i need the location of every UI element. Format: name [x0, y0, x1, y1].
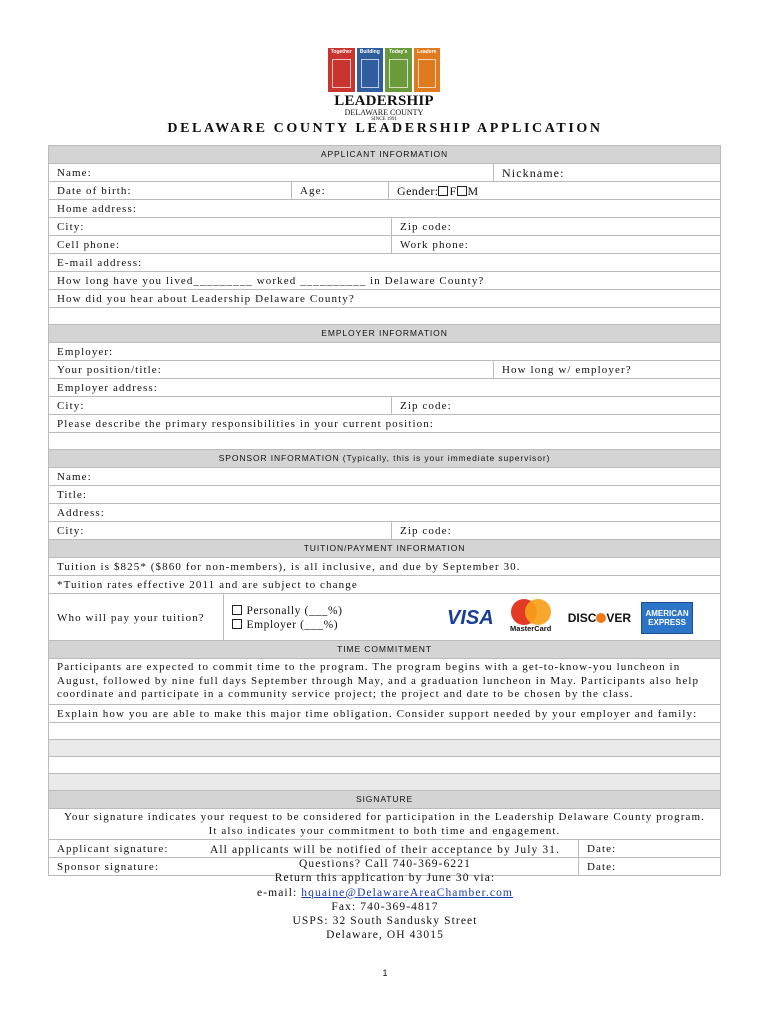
responsibilities-field[interactable]: Please describe the primary responsibilities in your current position:	[57, 418, 434, 430]
fax-text: Fax: 740-369-4817	[331, 900, 439, 913]
notification-text: All applicants will be notified of their acceptance by July 31.	[209, 844, 560, 856]
answer-line[interactable]	[48, 757, 721, 774]
sponsor-zip-field[interactable]: Zip code:	[391, 522, 720, 539]
time-commitment-header: TIME COMMITMENT	[48, 641, 721, 659]
sponsor-title-field[interactable]: Title:	[57, 489, 88, 501]
application-form	[48, 145, 721, 876]
sponsor-city-field[interactable]: City:	[57, 525, 85, 537]
logo-brand: LEADERSHIP	[334, 93, 434, 109]
position-title-field[interactable]: Your position/title:	[57, 364, 162, 376]
sponsor-signature-field[interactable]: Sponsor signature:	[57, 860, 159, 873]
blank-row	[48, 308, 721, 325]
employer-address-field[interactable]: Employer address:	[57, 382, 158, 394]
visa-logo: VISA	[447, 606, 494, 629]
pay-employer-option[interactable]: Employer (___%)	[232, 618, 415, 632]
time-obligation-field[interactable]: Explain how you are able to make this major time obligation. Consider support needed by your employer and family:	[57, 707, 698, 720]
payment-row	[48, 594, 721, 641]
employer-header: EMPLOYER INFORMATION	[48, 325, 721, 343]
logo-tile-todays: Today's	[385, 48, 412, 92]
pay-personally-option[interactable]: Personally (___%)	[232, 604, 415, 618]
gender-field: Gender: F M	[388, 182, 720, 199]
applicant-zip-field[interactable]: Zip code:	[391, 218, 720, 235]
years-with-employer-field[interactable]: How long w/ employer?	[493, 361, 720, 378]
tuition-header: TUITION/PAYMENT INFORMATION	[48, 540, 721, 558]
logo-since: SINCE 1991	[371, 117, 397, 122]
sponsor-header: SPONSOR INFORMATION (Typically, this is your immediate supervisor)	[48, 450, 721, 468]
nickname-field[interactable]: Nickname:	[493, 164, 720, 181]
answer-line[interactable]	[48, 723, 721, 740]
applicant-signature-field[interactable]: Applicant signature:	[57, 842, 169, 855]
pay-employer-checkbox[interactable]	[232, 619, 242, 629]
logo-subtitle: DELAWARE COUNTY	[344, 108, 424, 117]
employer-field[interactable]: Employer:	[57, 346, 114, 358]
discover-logo: DISC VER	[567, 610, 632, 625]
applicant-name-field[interactable]: Name:	[57, 167, 92, 179]
logo-tile-together: Together	[328, 48, 355, 92]
sponsor-address-field[interactable]: Address:	[57, 507, 105, 519]
blank-row	[48, 433, 721, 450]
applicant-name-row	[48, 164, 721, 182]
city-text: Delaware, OH 43015	[326, 929, 444, 942]
contact-email-link[interactable]: hquaine@DelawareAreaChamber.com	[301, 886, 513, 899]
employer-city-field[interactable]: City:	[57, 400, 85, 412]
home-address-field[interactable]: Home address:	[57, 203, 137, 215]
logo-tile-building: Building	[357, 48, 384, 92]
dob-field[interactable]: Date of birth:	[57, 185, 132, 197]
return-text: Return this application by June 30 via:	[274, 872, 496, 885]
leadership-logo	[328, 48, 440, 122]
gender-m-checkbox[interactable]	[457, 186, 467, 196]
usps-text: USPS: 32 South Sandusky Street	[292, 915, 478, 928]
signature-statement: Your signature indicates your request to be considered for participation in the Leadership Delaware County program. It also indicates your commitment to both time and engagement.	[63, 810, 705, 837]
sponsor-name-field[interactable]: Name:	[57, 471, 92, 483]
who-pays-label: Who will pay your tuition?	[57, 611, 205, 624]
work-phone-field[interactable]: Work phone:	[391, 236, 720, 253]
pay-personally-checkbox[interactable]	[232, 605, 242, 615]
applicant-city-field[interactable]: City:	[57, 221, 85, 233]
age-field[interactable]: Age:	[291, 182, 388, 199]
answer-line[interactable]	[48, 740, 721, 757]
document-title: DELAWARE COUNTY LEADERSHIP APPLICATION	[167, 121, 603, 136]
years-in-county-field[interactable]: How long have you lived_________ worked __________ in Delaware County?	[57, 275, 485, 287]
submission-instructions	[0, 843, 770, 942]
gender-f-checkbox[interactable]	[438, 186, 448, 196]
employer-zip-field[interactable]: Zip code:	[391, 397, 720, 414]
tuition-rates-note: *Tuition rates effective 2011 and are subject to change	[57, 579, 358, 591]
tuition-amount-text: Tuition is $825* ($860 for non-members), is all inclusive, and due by September 30.	[57, 561, 521, 573]
cell-phone-field[interactable]: Cell phone:	[57, 239, 121, 251]
referral-source-field[interactable]: How did you hear about Leadership Delaware County?	[57, 293, 355, 305]
answer-line[interactable]	[48, 774, 721, 791]
mastercard-logo: MasterCard	[504, 599, 558, 637]
sponsor-date-field[interactable]: Date:	[578, 858, 720, 875]
questions-text: Questions? Call 740-369-6221	[299, 858, 471, 871]
applicant-header: APPLICANT INFORMATION	[48, 146, 721, 164]
payment-options	[223, 594, 423, 640]
amex-logo: AMERICAN EXPRESS	[641, 602, 693, 634]
accepted-cards	[423, 598, 720, 637]
email-field[interactable]: E-mail address:	[57, 257, 143, 269]
page-number: 1	[382, 968, 388, 978]
time-commitment-text: Participants are expected to commit time to the program. The program begins with a get-to-know-you luncheon in August, followed by nine full days September through May, and a graduation luncheon in May. Participants also help coordinate and participate in a community service project; the project and date to be chosen by the class.	[57, 661, 700, 700]
email-line: e-mail: hquaine@DelawareAreaChamber.com	[257, 886, 513, 899]
signature-header: SIGNATURE	[48, 791, 721, 809]
logo-tile-leaders: Leaders	[414, 48, 441, 92]
dob-row	[48, 182, 721, 200]
applicant-date-field[interactable]: Date:	[578, 840, 720, 857]
